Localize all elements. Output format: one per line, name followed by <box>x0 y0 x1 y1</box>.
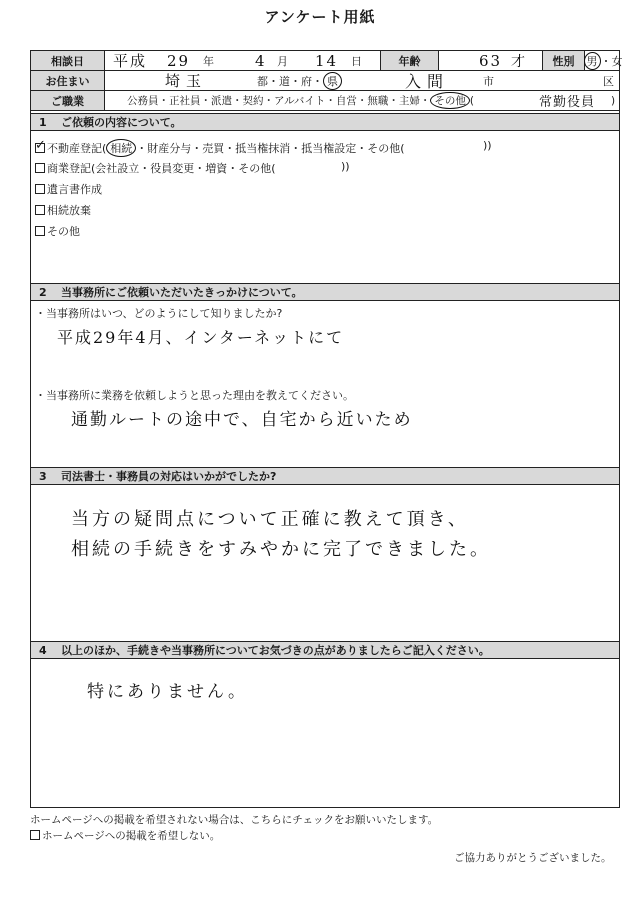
section4-header <box>31 641 619 659</box>
section4-answer[interactable]: 特にありません。 <box>87 682 249 702</box>
age-field[interactable] <box>439 51 543 70</box>
section2-question1: ・当事務所はいつ、どのようにして知りましたか? <box>35 307 283 320</box>
survey-form <box>30 50 623 808</box>
header-row-address <box>31 71 619 91</box>
city-unit: 市 <box>483 74 494 88</box>
footer-note: ホームページへの掲載を希望されない場合は、こちらにチェックをお願いいたします。 <box>30 814 439 826</box>
other-label: その他 <box>47 225 80 238</box>
option-will[interactable] <box>35 181 102 197</box>
ward-unit: 区 <box>603 74 614 88</box>
section4-number: 4 <box>39 643 47 657</box>
prefecture-options-text: 都・道・府・ <box>257 74 323 88</box>
footer-thanks: ご協力ありがとうございました。 <box>454 852 612 864</box>
section4-title: 以上のほか、手続きや当事務所についてお気づきの点がありましたらご記入ください。 <box>61 644 490 657</box>
section2-header <box>31 283 619 301</box>
section1-title: ご依頼の内容について。 <box>61 116 182 129</box>
occupation-label: ご職業 <box>31 91 105 110</box>
occupation-other-close: ) <box>611 94 616 107</box>
month-unit: 月 <box>277 54 288 68</box>
check-mark-icon: ✓ <box>35 138 46 153</box>
occupation-selected[interactable]: その他 <box>430 92 470 109</box>
address-field[interactable] <box>105 71 621 90</box>
commercial-label: 商業登記(会社設立・役員変更・増資・その他( <box>47 162 276 175</box>
city-value: 入間 <box>405 72 450 91</box>
gender-separator: ・ <box>600 54 612 68</box>
prefecture-selected[interactable]: 県 <box>323 72 342 90</box>
option-renunciation[interactable] <box>35 202 91 218</box>
section3-answer-line1[interactable]: 当方の疑問点について正確に教えて頂き、 <box>71 509 469 530</box>
consult-date-field[interactable] <box>105 51 381 70</box>
section2-title: 当事務所にご依頼いただいたきっかけについて。 <box>61 286 303 299</box>
occupation-options-text: 公務員・正社員・派遣・契約・アルバイト・自営・無職・主婦・ <box>127 95 431 107</box>
header-row-date <box>31 51 623 71</box>
occupation-other-open: ( <box>469 95 474 107</box>
occupation-other-value: 常勤役員 <box>539 95 596 110</box>
footer-opt-out[interactable] <box>30 828 220 843</box>
gender-label: 性別 <box>543 51 585 70</box>
header-row-occupation <box>31 91 619 111</box>
real-estate-prefix: 不動産登記( <box>47 142 107 155</box>
renunciation-label: 相続放棄 <box>47 204 91 217</box>
commercial-close: )) <box>341 160 350 173</box>
age-unit: 才 <box>511 53 527 70</box>
opt-out-label: ホームページへの掲載を希望しない。 <box>42 830 221 842</box>
option-real-estate[interactable] <box>35 138 492 157</box>
gender-male-selected[interactable]: 男 <box>584 52 601 70</box>
occupation-options <box>127 92 474 109</box>
inheritance-selected[interactable]: 相続 <box>106 139 136 157</box>
section1-header <box>31 113 619 131</box>
age-label: 年齢 <box>381 51 439 70</box>
gender-field[interactable] <box>585 51 621 70</box>
consult-date-label: 相談日 <box>31 51 105 70</box>
address-label: お住まい <box>31 71 105 90</box>
month-value: 4 <box>255 51 267 70</box>
section2-answer1[interactable]: 平成29年4月、インターネットにて <box>57 328 345 347</box>
option-commercial[interactable] <box>35 160 350 176</box>
renunciation-checkbox[interactable] <box>35 205 45 215</box>
real-estate-checkbox[interactable] <box>35 138 46 153</box>
prefecture-value: 埼玉 <box>165 72 208 90</box>
form-title: アンケート用紙 <box>264 8 376 26</box>
section2-answer2[interactable]: 通勤ルートの途中で、自宅から近いため <box>71 410 413 430</box>
gender-female[interactable]: 女 <box>611 54 623 68</box>
option-other[interactable] <box>35 223 80 239</box>
day-unit: 日 <box>351 54 362 68</box>
opt-out-checkbox[interactable] <box>30 830 40 840</box>
commercial-checkbox[interactable] <box>35 163 45 173</box>
occupation-field[interactable] <box>105 91 621 110</box>
section3-header <box>31 467 619 485</box>
section3-number: 3 <box>39 469 47 483</box>
section3-title: 司法書士・事務員の対応はいかがでしたか? <box>61 470 277 483</box>
real-estate-close: )) <box>483 139 492 152</box>
section2-question2: ・当事務所に業務を依頼しようと思った理由を教えてください。 <box>35 389 354 402</box>
will-label: 遺言書作成 <box>47 183 102 196</box>
year-unit: 年 <box>203 54 214 68</box>
section3-answer-line2[interactable]: 相続の手続きをすみやかに完了できました。 <box>71 539 491 560</box>
day-value: 14 <box>315 51 339 70</box>
will-checkbox[interactable] <box>35 184 45 194</box>
section1-number: 1 <box>39 115 47 129</box>
other-checkbox[interactable] <box>35 226 45 236</box>
era-value: 平成 <box>113 52 148 70</box>
section2-number: 2 <box>39 285 47 299</box>
age-value: 63 <box>479 51 503 70</box>
year-value: 29 <box>167 51 191 70</box>
prefecture-options <box>257 72 342 90</box>
real-estate-rest: ・財産分与・売買・抵当権抹消・抵当権設定・その他( <box>136 142 405 155</box>
